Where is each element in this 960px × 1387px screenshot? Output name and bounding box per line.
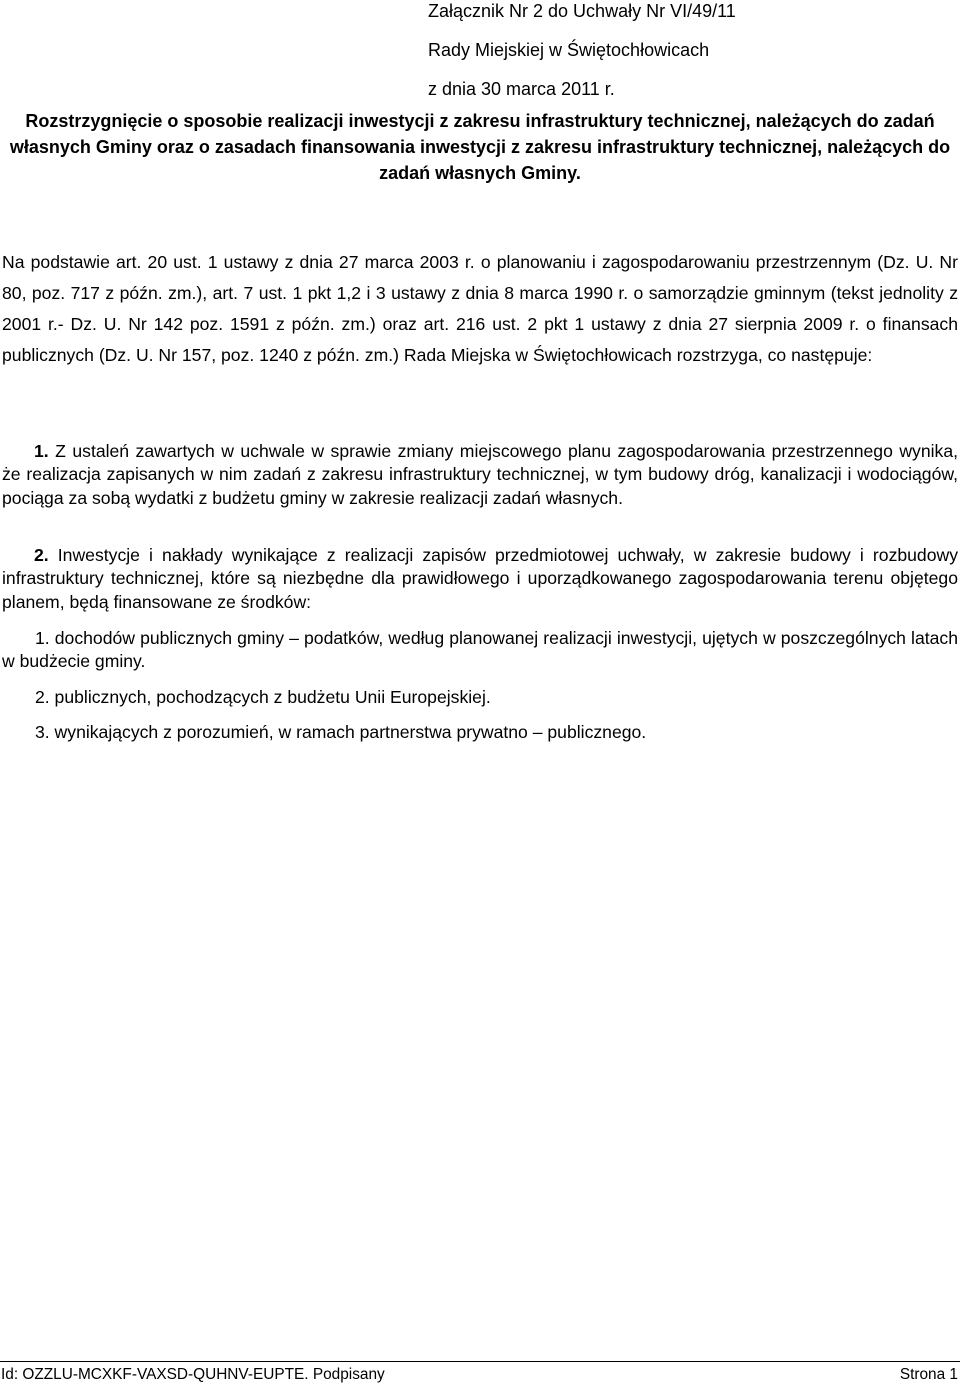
section-2 (2, 544, 958, 614)
list-item-text: 2. publicznych, pochodzących z budżetu Unii Europejskiej. (35, 687, 491, 707)
list-item (2, 627, 958, 674)
section-text: Z ustaleń zawartych w uchwale w sprawie zmiany miejscowego planu zagospodarowania przestrzennego wynika, że realizacja zapisanych w nim zadań z zakresu infrastruktury technicznej, w tym budowy dróg, kanalizacji i wodociągów, pociąga za sobą wydatki z budżetu gminy w zakresie realizacji zadań własnych. (2, 441, 958, 508)
legal-basis-paragraph: Na podstawie art. 20 ust. 1 ustawy z dnia 27 marca 2003 r. o planowaniu i zagospodarowaniu przestrzennym (Dz. U. Nr 80, poz. 717 z późn. zm.), art. 7 ust. 1 pkt 1,2 i 3 ustawy z dnia 8 marca 1990 r. o samorządzie gminnym (tekst jednolity z 2001 r.- Dz. U. Nr 142 poz. 1591 z późn. zm.) oraz art. 216 ust. 2 pkt 1 ustawy z dnia 27 sierpnia 2009 r. o finansach publicznych (Dz. U. Nr 157, poz. 1240 z późn. zm.) Rada Miejska w Świętochłowicach rozstrzyga, co następuje: (2, 252, 958, 365)
list-item (2, 721, 958, 744)
section-number: 1. (34, 441, 49, 461)
section-number: 2. (34, 545, 49, 565)
document-id: Id: OZZLU-MCXKF-VAXSD-QUHNV-EUPTE. Podpisany (1, 1366, 385, 1383)
page-number: Strona 1 (899, 1366, 958, 1383)
list-item-text: 1. dochodów publicznych gminy – podatków, według planowanej realizacji inwestycji, ujętych w poszczególnych latach w budżecie gminy. (2, 628, 958, 672)
section-1 (2, 440, 958, 510)
attachment-header (428, 2, 948, 119)
list-item-text: 3. wynikających z porozumień, w ramach partnerstwa prywatno – publicznego. (35, 722, 647, 742)
document-title: Rozstrzygnięcie o sposobie realizacji inwestycji z zakresu infrastruktury technicznej, należących do zadań własnych Gminy oraz o zasadach finansowania inwestycji z zakresu infrastruktury technicznej, należących do zadań własnych Gminy. (9, 111, 951, 183)
header-line-date: z dnia 30 marca 2011 r. (428, 79, 615, 99)
list-item (2, 686, 958, 709)
header-line-council: Rady Miejskiej w Świętochłowicach (428, 40, 710, 60)
header-line-attachment: Załącznik Nr 2 do Uchwały Nr VI/49/11 (428, 1, 736, 21)
section-text: Inwestycje i nakłady wynikające z realizacji zapisów przedmiotowej uchwały, w zakresie budowy i rozbudowy infrastruktury technicznej, które są niezbędne dla prawidłowego i uporządkowanego zagospodarowania terenu objętego planem, będą finansowane ze środków: (2, 545, 959, 612)
page-footer (0, 1361, 960, 1387)
